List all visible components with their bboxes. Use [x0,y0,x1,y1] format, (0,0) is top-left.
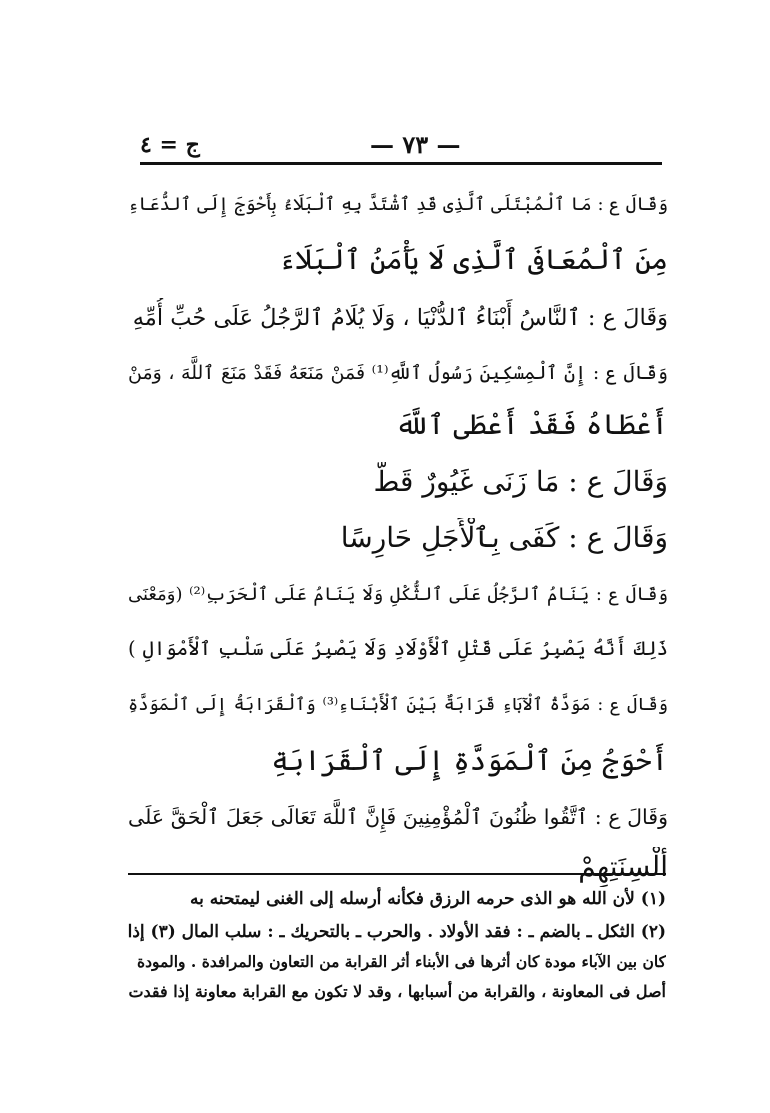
text-line: أَعْطَاهُ فَقَدْ أَعْطَى ٱللَّهَ [395,408,668,441]
text-line: وَقَالَ ع : يَنَامُ ٱلرَّجُلُ عَلَى ٱلثُّكْلِ وَلَا يَنَامُ عَلَى ٱلْحَرَبِ⁽²⁾ (وَمَعْنَى [128,584,668,605]
text-line: أَلْسِنَتِهِمْ [578,850,668,883]
text-line: وَقَالَ ع : إِنَّ ٱلْمِسْكِينَ رَسُولُ ٱللَّهِ⁽¹⁾ فَمَنْ مَنَعَهُ فَقَدْ مَنَعَ ٱللَّهَ ، وَمَنْ [128,362,668,384]
header-rule [140,162,662,165]
text-line: وَقَالَ ع : مَا زَنَى غَيُورٌ قَطُّ [373,465,668,498]
text-line: وَقَالَ ع : كَفَى بِٱلْأَجَلِ حَارِسًا [340,521,668,554]
text-line: مِنَ ٱلْمُعَافَى ٱلَّذِى لَا يَأْمَنُ ٱلْبَلَاءَ [278,243,668,276]
text-line: وَقَالَ ع : ٱتَّقُوا ظُنُونَ ٱلْمُؤْمِنِينَ فَإِنَّ ٱللَّهَ تَعَالَى جَعَلَ ٱلْحَقَّ عَلَى [128,805,668,829]
footnote-line: كان بين الآباء مودة كان أثرها فى الأبناء أثر القرابة من التعاون والمرافدة . والمودة [137,952,666,971]
text-line: وَقَالَ ع : مَوَدَّةُ ٱلْآبَاءِ قَرَابَةٌ بَيْنَ ٱلْأَبْنَاءِ⁽³⁾ وَٱلْقَرَابَةُ إِلَى ٱلْمَوَدَّةِ [128,695,668,715]
text-line: وَقَالَ ع : ٱلنَّاسُ أَبْنَاءُ ٱلدُّنْيَا ، وَلَا يُلَامُ ٱلرَّجُلُ عَلَى حُبِّ أُمِّهِ [132,305,668,331]
text-line: وَقَالَ ع : مَا ٱلْمُبْتَلَى ٱلَّذِى قَدِ ٱشْتَدَّ بِهِ ٱلْبَلَاءُ بِأَحْوَجَ إِلَى ٱلدُّعَاءِ [128,194,668,215]
page-header [140,128,660,164]
page-number: — ٧٣ — [370,130,461,159]
text-line: ذَلِكَ أَنَّهُ يَصْبِرُ عَلَى قَتْلِ ٱلْأَوْلَادِ وَلَا يَصْبِرُ عَلَى سَلْبِ ٱلْأَمْوَالِ ) [128,637,668,660]
footnote-line: أصل فى المعاونة ، والقرابة من أسبابها ، وقد لا تكون مع القرابة معاونة إذا فقدت [128,982,666,1001]
footnote-line: (٢) الثكل ـ بالضم ـ : فقد الأولاد . والحرب ـ بالتحريك ـ : سلب المال (٣) إذا [128,922,666,942]
footnote-rule [128,873,666,875]
footnote-line: (١) لأن الله هو الذى حرمه الرزق فكأنه أرسله إلى الغنى ليمتحنه به [189,889,666,909]
text-line: أَحْوَجُ مِنَ ٱلْمَوَدَّةِ إِلَى ٱلْقَرَابَةِ [271,744,668,777]
volume-number: ج = ٤ [140,132,200,158]
